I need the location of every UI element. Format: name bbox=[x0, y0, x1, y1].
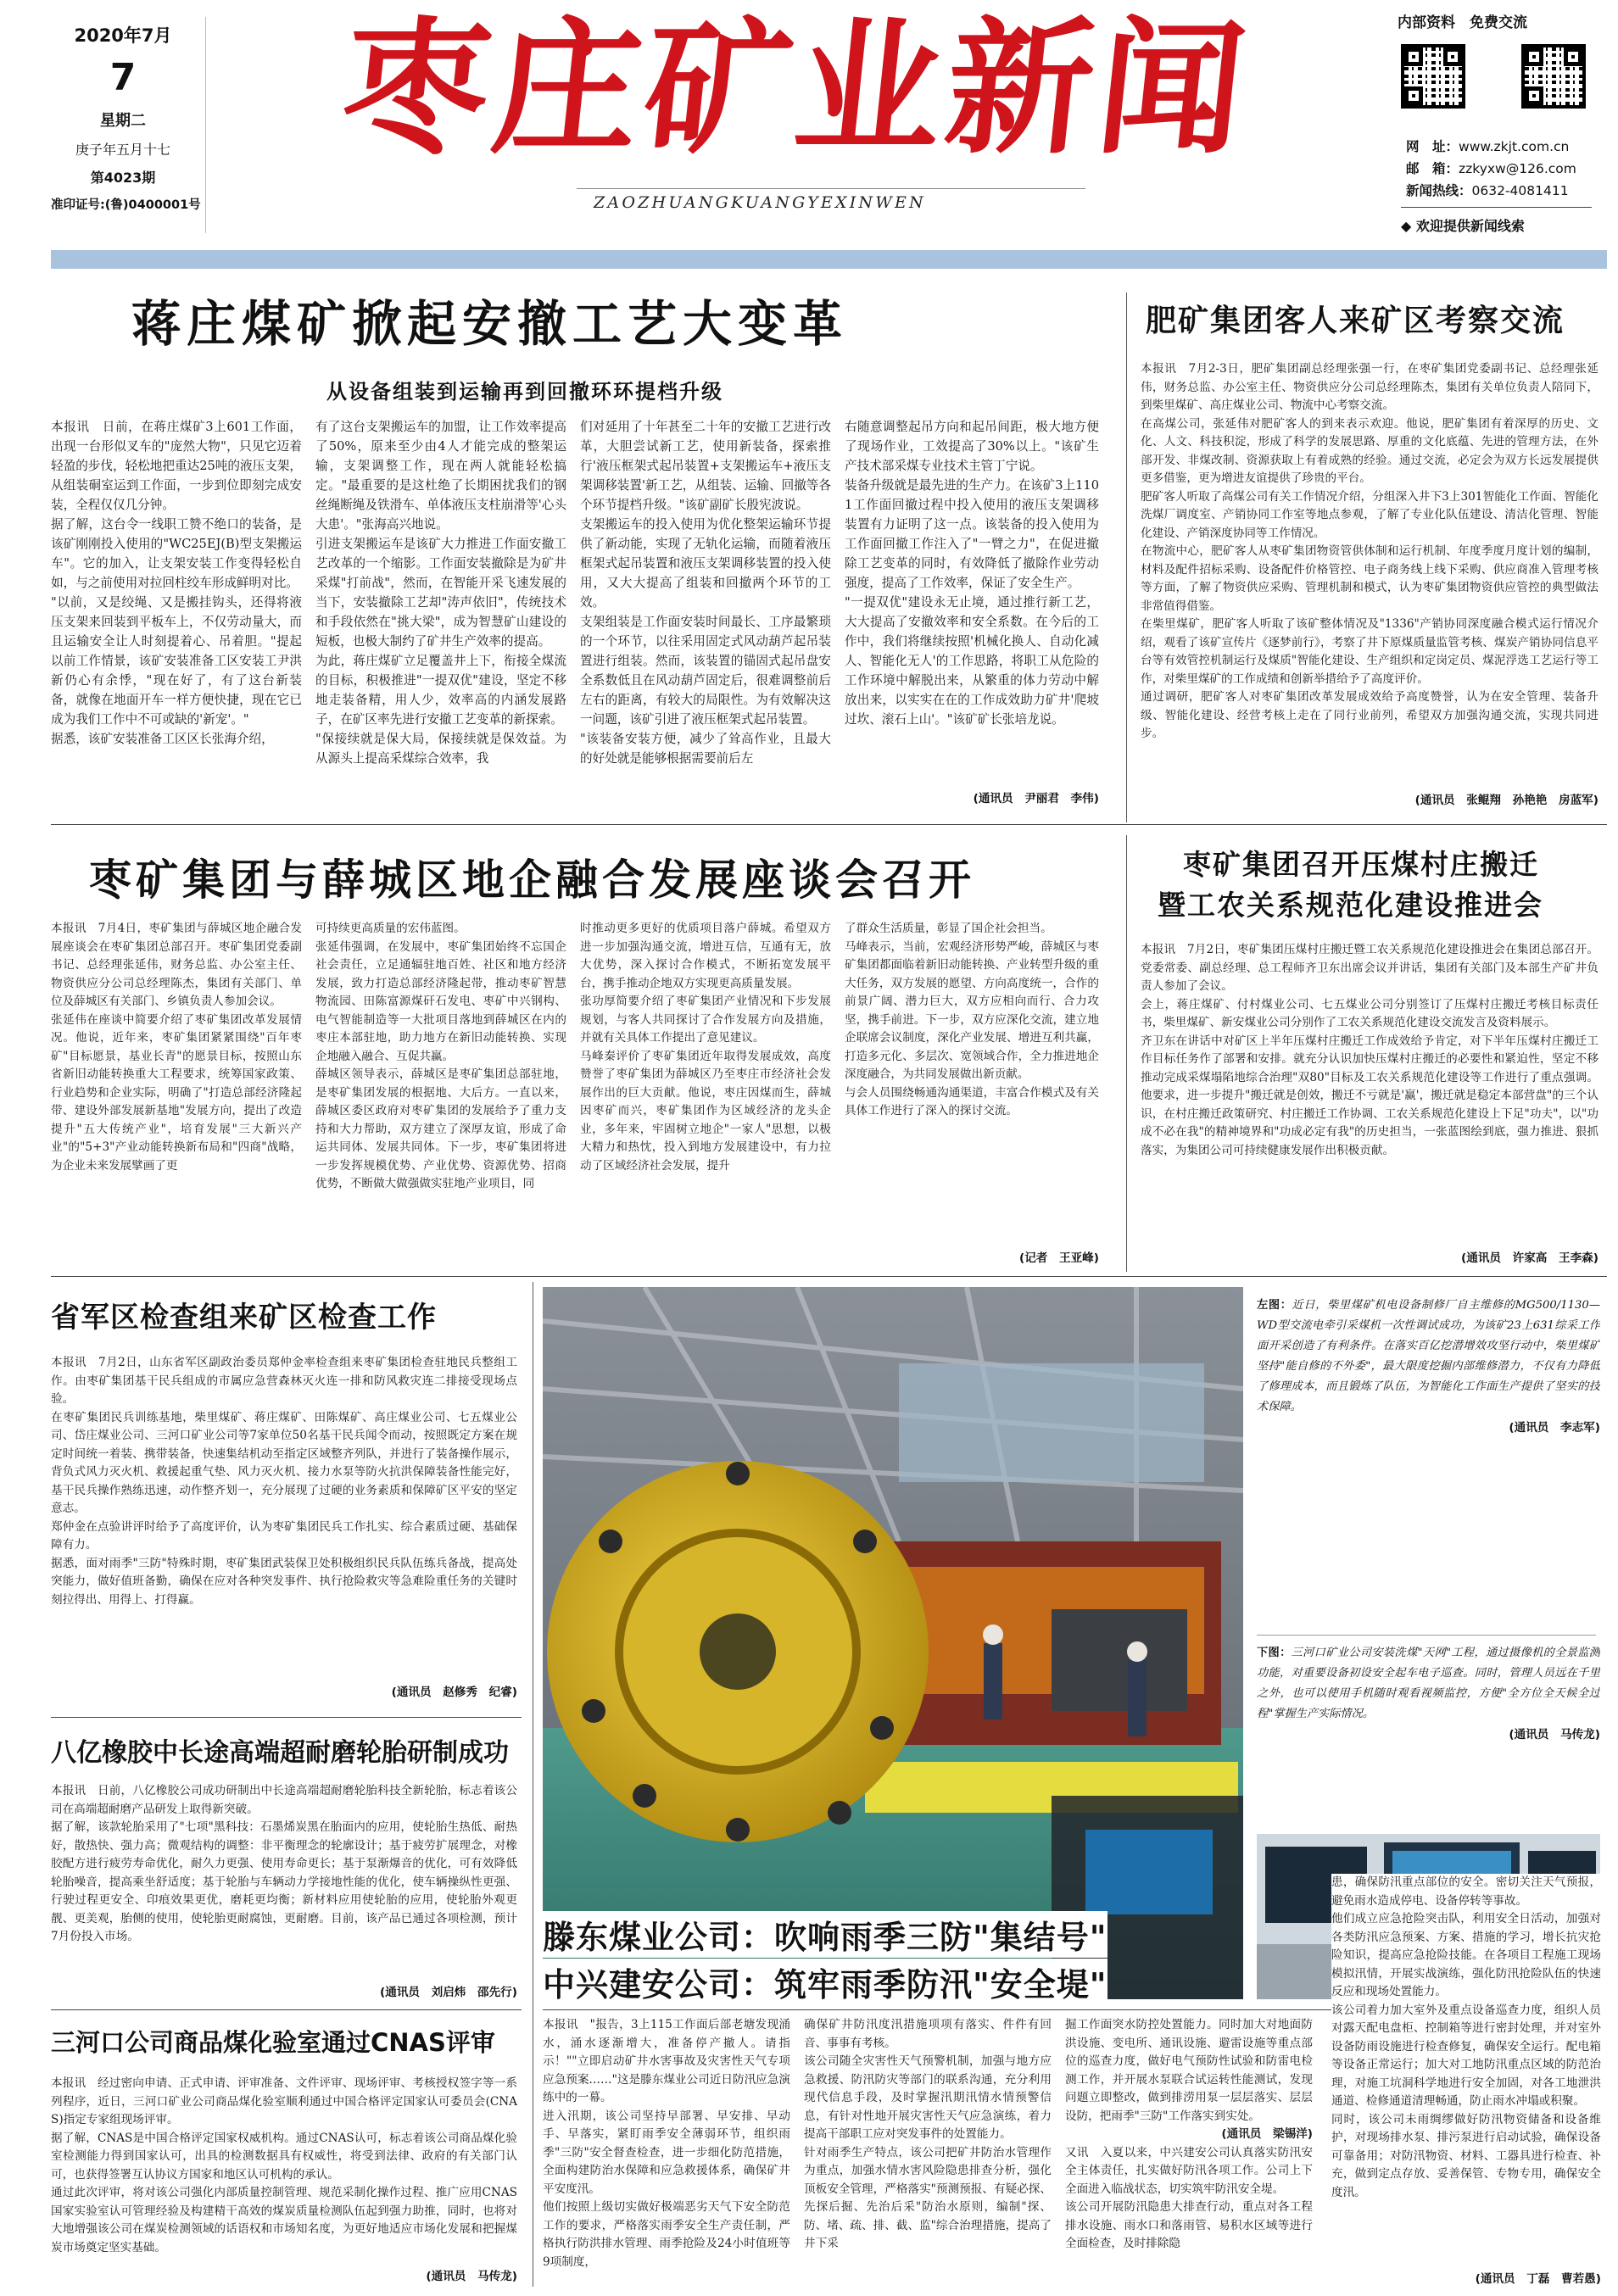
lunar-date: 庚子年五月十七 bbox=[75, 142, 170, 158]
flood-col-4-wrap bbox=[1331, 1874, 1603, 2289]
masthead bbox=[0, 0, 1618, 250]
byline-bayi: (通讯员 刘启炜 邵先行) bbox=[380, 1986, 517, 1999]
byline-xuecheng: (记者 王亚峰) bbox=[1019, 1251, 1099, 1265]
workshop-photo-illustration bbox=[543, 1287, 1243, 1999]
flood-col-1: 本报讯 "报告，3上115工作面后部老塘发现涌水，涌水逐渐增大，准备停产撤人。请指示！""立即启动矿井水害事故及灾害性天气专项应急预案……"这是滕东煤业公司近日防汛应急演练中的一幕。 进入汛期，该公司坚持早部署、早安排、早动手、早落实，紧盯雨季安全薄弱环节，组织雨季"三防"安全督查检查，进一步细化防范措施，全面构建防治水保障和应急救援体系，确保矿井平安度汛。 他们按照上级切实做好极端恶劣天气下安全防范工作的要求，严格落实雨季安全生产责任制，严格执行防洪排水管理、雨季抢险及24小时值班等9项制度， bbox=[543, 2018, 790, 2269]
article-jiangzhuang bbox=[51, 280, 1111, 814]
headline-bayi: 八亿橡胶中长途高端超耐磨轮胎研制成功 bbox=[51, 1738, 509, 1768]
article-sanhekou bbox=[51, 2014, 522, 2289]
article-yamei bbox=[1141, 831, 1603, 1272]
weekday: 星期二 bbox=[100, 112, 146, 130]
headline-sanhekou: 三河口公司商品煤化验室通过CNAS评审 bbox=[51, 2028, 495, 2057]
date-day: 7 bbox=[109, 56, 137, 99]
permit-number: 准印证号:(鲁)0400001号 bbox=[51, 198, 201, 212]
byline-zhongxing: (通讯员 丁磊 曹若愚) bbox=[1475, 2272, 1601, 2286]
headline-yamei-line-1: 枣矿集团召开压煤村庄搬迁 bbox=[1183, 848, 1539, 881]
hotline-number: 0632-4081411 bbox=[1471, 183, 1569, 198]
welcome-tips: ◆ 欢迎提供新闻线索 bbox=[1401, 218, 1525, 234]
flood-col-3b-text: 又讯 入夏以来，中兴建安公司认真落实防汛安全主体责任，扎实做好防汛各项工作。公司上下全面进入临战状态，切实筑牢防汛安全堤。 该公司开展防汛隐患大排查行动，重点对各工程排水设施、雨水口和落雨管、易积水区域等进行全面检查，及时排除隐 bbox=[1065, 2145, 1313, 2250]
byline-yamei: (通讯员 许家高 王李森) bbox=[1461, 1251, 1598, 1265]
flood-col-4: 患，确保防汛重点部位的安全。密切关注天气预报，避免雨水造成停电、设备停转等事故。 他们成立应急抢险突击队，利用安全日活动，加强对各类防汛应急预案、方案、措施的学习，增长抗灾抢险知识，提高应急抢险技能。在各项目工程施工现场模拟汛情，开展实战演练，强化防汛抢险队伍的快速反应和现场处置能力。 该公司着力加大室外及重点设备巡查力度，组织人员对露天配电盘柜、控制箱等进行密封处理，并对室外设备防雨设施进行检查修复，确保安全运行。配电箱等设备正常运行；加大对工地防汛重点区域的防范治理，对施工坑洞科学地进行安全加固，对各工地泄洪通道、检修通道清理畅通，防止雨水冲塌或积聚。 同时，该公司未雨绸缪做好防汛物资储备和设备维护，对现场排水泵、排污泵进行启动试验，确保设备可靠备用；对防汛物资、材料、工器具进行检查、补充，做到定点存放、妥善保管、专物专用，确保安全度汛。 bbox=[1331, 1875, 1601, 2199]
byline-feikuang: (通讯员 张鲲翔 孙艳艳 房蓝军) bbox=[1414, 794, 1598, 807]
photo-coal-shearer bbox=[543, 1287, 1243, 1999]
sanhekou-body: 本报讯 经过密向申请、正式申请、评审准备、文件评审、现场评审、考核授权签字等一系列程序，近日，三河口矿业公司商品煤化验室顺利通过中国合格评定国家认可委员会(CNAS)指定专家组现场评审。 据了解，CNAS是中国合格评定国家权威机构。通过CNAS认可，标志着该公司商品煤化验室检测能力得到国家认可，出具的检测数据具有权威性，将受到法律、政府的有关部门认可，也获得签署互认协议方国家和地区认可机构的承认。 通过此次评审，将对该公司强化内部质量控制管理、规范采制化操作过程、推广应用CNAS国家实验室认可管理经验及构建精干高效的煤炭质量检测队伍起到强力助推，同时，也将对大地增强该公司在煤炭检测领域的话语权和市场知名度，为更好地适应市场化发展和把握煤炭市场奠定坚实基础。 bbox=[51, 2076, 517, 2254]
headline-zhongxing: 中兴建安公司：筑牢雨季防汛"安全堤" bbox=[543, 1959, 1107, 2005]
masthead-band bbox=[51, 250, 1607, 269]
jiangzhuang-col-3: 们对延用了十年甚至二十年的安撤工艺进行改革，大胆尝试新工艺，使用新装备，探索推行'液压框架式起吊装置+支架搬运车+液压支架调移装置'新工艺，从组装、运输、回撤等各个环节提档升级。"该矿副矿长殷宪波说。 支架搬运车的投入使用为优化整架运输环节提供了新动能，实现了无轨化运输，而随着液压框架式起吊装置和液压支架调移装置的投入使用，又大大提高了组装和回撤两个环节的工效。 支架组装是工作面安装时间最长、工序最繁琐的一个环节，以往采用固定式风动葫芦起吊装置进行组装。然而，该装置的锚固式起吊盘安全系数低且在风动葫芦固定后，很难调整前后左右的距离，有较大的局限性。为有效解决这一问题，该矿引进了液压框架式起吊装置。 "该装备安装方便，减少了耸高作业，且最大的好处就是能够根据需要前后左 bbox=[580, 420, 831, 766]
qr-code-right bbox=[1521, 44, 1586, 109]
xuecheng-col-2: 可持续更高质量的宏伟蓝图。 张延伟强调，在发展中，枣矿集团始终不忘国企社会责任，立足通辐驻地百姓、社区和地方经济发展，致力打造总部经济隆起带，推动枣矿智慧物流园、田陈富源煤矸石发电、枣矿中兴钢构、电气智能制造等一大批项目落地到薛城区在内的枣庄本部驻地，助力地方在新旧动能转换、实现企地融入融合、互促共赢。 薛城区领导表示，薛城区是枣矿集团总部驻地，是枣矿集团发展的根据地、大后方。一直以来，薛城区委区政府对枣矿集团的发展给予了重力支持和大力帮助，双方建立了深厚友谊，形成了命运共同体、发展共同体。下一步，枣矿集团将进一步发挥规模优势、产业优势、资源优势、招商优势，不断做大做强做实驻地产业项目，同 bbox=[315, 922, 566, 1190]
byline-junqu: (通讯员 赵修秀 纪睿) bbox=[391, 1686, 517, 1699]
website-row: 网 址：www.zkjt.com.cn bbox=[1406, 139, 1570, 154]
caption-left-text: 近日，柴里煤矿机电设备制修厂自主维修的MG500/1130—WD型交流电牵引采煤机一次性调试成功，为该矿23上631综采工作面开采创造了有利条件。在落实百亿挖潜增效攻坚行动中，柴里煤矿坚持"能自修的不外委"，最大限度挖掘内部维修潜力，不仅有力降低了修理成本，而且锻炼了队伍，为智能化工作面生产提供了坚实的技术保障。 bbox=[1257, 1299, 1600, 1413]
photo-caption-right bbox=[1257, 1643, 1600, 1830]
hotline-row: 新闻热线：0632-4081411 bbox=[1406, 183, 1569, 198]
xuecheng-col-1: 本报讯 7月4日，枣矿集团与薛城区地企融合发展座谈会在枣矿集团总部召开。枣矿集团党委副书记、总经理张延伟，财务总监、办公室主任、物资供应分公司总经理陈杰，集团有关部门、单位及薛城区有关部门、乡镇负责人参加会议。 张延伟在座谈中简要介绍了枣矿集团改革发展情况。他说，近年来，枣矿集团紧紧围绕"百年枣矿"目标愿景，基业长青"的愿景目标，按照山东省新旧动能转换重大工程要求，统筹国家政策、行业趋势和企业实际，明确了"打造总部经济隆起带、建设外部发展新基地"发展方向，提出了改造提升"五大传统产业"，培育发展"三大新兴产业"的"5+3"产业动能转换新布局和"四商"战略，为企业未来发展擘画了更 bbox=[51, 922, 302, 1173]
contact-panel bbox=[1347, 8, 1601, 246]
date-year-month: 2020年7月 bbox=[74, 25, 172, 46]
headline-tengdong: 滕东煤业公司：吹响雨季三防"集结号" bbox=[543, 1911, 1107, 1958]
qr-code-left bbox=[1401, 44, 1465, 109]
flood-col-3 bbox=[1065, 2016, 1313, 2286]
newspaper-title: 枣庄矿业新闻 bbox=[334, 2, 1258, 174]
byline-jiangzhuang: (通讯员 尹丽君 李伟) bbox=[973, 792, 1099, 805]
headline-xuecheng: 枣矿集团与薛城区地企融合发展座谈会召开 bbox=[89, 855, 975, 905]
newspaper-pinyin: ZAOZHUANGKUANGYEXINWEN bbox=[594, 193, 926, 212]
headline-junqu: 省军区检查组来矿区检查工作 bbox=[51, 1301, 437, 1335]
website-url[interactable]: www.zkjt.com.cn bbox=[1459, 139, 1570, 154]
date-panel bbox=[51, 8, 201, 237]
caption-left-label: 左图： bbox=[1257, 1299, 1292, 1312]
article-bayi bbox=[51, 1721, 522, 2005]
xuecheng-col-4: 了群众生活质量，彰显了国企社会担当。 马峰表示，当前，宏观经济形势严峻，薛城区与枣矿集团都面临着新旧动能转换、产业转型升级的重大任务，双方发展的愿望、方向高度统一，合作的前景广阔、潜力巨大，双方应相向而行、合力攻坚，携手前进。下一步，双方应深化交流，建立地企联席会议制度，深化产业发展、增进互利共赢，打造多元化、多层次、宽领域合作，全力推进地企深度融合，为共同发展做出新贡献。 与会人员围绕畅通沟通渠道，丰富合作模式及有关具体工作进行了深入的探讨交流。 bbox=[845, 922, 1099, 1117]
jiangzhuang-col-4: 右随意调整起吊方向和起吊间距，极大地方便了现场作业，工效提高了30%以上。"该矿生产技术部采煤专业技术主管丁宁说。 装备升级就是最先进的生产力。在该矿3上1101工作面回撤过程中投入使用的液压支架调移装置有力证明了这一点。该装备的投入使用为工作面回撤工作注入了"一臂之力"，在促进撤除工艺变革的同时，有效降低了撤除作业劳动强度，提高了工作效率，保证了安全生产。 "一提双优"建设永无止境，通过推行新工艺，大大提高了安撤效率和安全系数。在今后的工作中，我们将继续按照'机械化换人、自动化减人、智能化无人'的工作思路，将职工从危险的工作环境中解脱出来，从繁重的体力劳动中解放出来，以实实在在的工作成效助力矿井'爬坡过坎、滚石上山'。"该矿矿长张培龙说。 bbox=[845, 420, 1099, 727]
bayi-body: 本报讯 日前，八亿橡胶公司成功研制出中长途高端超耐磨轮胎科技全新轮胎，标志着该公司在高端超耐磨产品研发上取得新突破。 据了解，该款轮胎采用了"七项"黑科技：石墨烯炭黑在胎面内的应用，使轮胎生热低、耐热好，散热快、强力高；微观结构的调整：非平衡理念的轮廓设计；基于疲劳扩展理念，对橡胶配方进行疲劳寿命优化，耐久力更强、使用寿命更长；基于泵渐爆音的优化，可有效降低轮胎噪音，提高乘坐舒适度；基于轮胎与车辆动力学接地性能的优化，使车辆操纵性更强、行驶过程更安全、印痕效果更优，磨耗更均衡；新材料应用使轮胎的应用，使轮胎外观更靓、更美观，胎侧的使用，使轮胎更耐腐蚀，更耐磨。目前，该产品已通过各项检测，预计7月份投入市场。 bbox=[51, 1784, 517, 1943]
internal-note: 内部资料 免费交流 bbox=[1398, 14, 1527, 31]
flood-col-2: 确保矿井防汛度汛措施项项有落实、件件有回音、事事有考核。 该公司随全灾害性天气预警机制，加强与地方应急救援、防汛防灾等部门的联系沟通，充分利用现代信息手段，及时掌握汛期汛情水情预警信息，有针对性地开展灾害性天气应急演练，着力提高干部职工应对突发事件的处置能力。 针对雨季生产特点，该公司把矿井防治水管理作为重点，加强水情水害风险隐患排查分析，强化顶板安全管理，严格落实"预测预报、有疑必探、先探后掘、先治后采"防治水原则，编制"探、防、堵、疏、排、截、监"综合治理措施，提高了井下采 bbox=[804, 2018, 1052, 2250]
article-junqu bbox=[51, 1282, 522, 1714]
issue-number: 第4023期 bbox=[90, 170, 156, 186]
headline-jiangzhuang: 蒋庄煤矿掀起安撤工艺大变革 bbox=[131, 295, 849, 353]
headline-yamei-line-2: 暨工农关系规范化建设推进会 bbox=[1158, 889, 1543, 922]
feikuang-body: 本报讯 7月2-3日，肥矿集团副总经理张强一行，在枣矿集团党委副书记、总经理张延伟，财务总监、办公室主任、物资供应分公司总经理陈杰，集团有关单位负责人陪同下，到柴里煤矿、高庄煤业公司、物流中心考察交流。 在高煤公司，张延伟对肥矿客人的到来表示欢迎。他说，肥矿集团有着深厚的历史、文化、人文、科技积淀，形成了科学的发展思路、厚重的文化底蕴、先进的管理方法，在外部开发、非煤改制、资源获取上有着成熟的经验。通过交流，必定会为双方长远发展提供更多借鉴，更为增进友谊提供了珍贵的平台。 肥矿客人听取了高煤公司有关工作情况介绍，分组深入井下3上301智能化工作面、智能化洗煤厂调度室、产销协同工作室等地点参观，了解了专业化队伍建设、清洁化管理、智能化建设、产销深度协同等工作情况。 在物流中心，肥矿客人从枣矿集团物资管供体制和运行机制、年度季度月度计划的编制，材料及配件招标采购、设备配件价格管控、电子商务线上线下采购、供应商准入管理考核等方面，了解了物资供应采购、管理机制和模式，认为枣矿集团物资供应管控的典型做法非常值得借鉴。 在柴里煤矿，肥矿客人听取了该矿整体情况及"1336"产销协同深度融合模式运行情况介绍，观看了该矿宣传片《逐梦前行》，考察了井下原煤质量监管考核、煤炭产销协同信息平台等有效管控机制运行及煤质"智能化建设、生产组织和定岗定员、煤泥浮选工艺运行等工作，对柴里煤矿的工作成绩和创新举措给予了高度评价。 通过调研，肥矿客人对枣矿集团改革发展成效给予高度赞誉，认为在安全管理、装备升级、智能化建设、经营考核上走在了同行业前列，希望双方加强沟通交流，实现共同进步。 bbox=[1141, 362, 1598, 740]
jiangzhuang-col-2: 有了这台支架搬运车的加盟，让工作效率提高了50%，原来至少由4人才能完成的整架运输，支架调整工作，现在两人就能轻松搞定。"最重要的是这杜绝了长期困扰我们的钢丝绳断绳及铁滑车、单体液压支柱崩滑等'心头大患'。"张海高兴地说。 引进支架搬运车是该矿大力推进工作面安撤工艺改革的一个缩影。工作面安装撤除是为矿井采煤"打前战"，然而，在智能开采飞速发展的当下，安装撤除工艺却"涛声依旧"，传统技术和手段依然在"挑大梁"，成为智慧矿山建设的短板，也极大制约了矿井生产效率的提高。 为此，蒋庄煤矿立足覆盖井上下，衔接全煤流的目标，积极推进"一提双优"建设，坚定不移地走装备精，用人少，效率高的内涵发展路子，在矿区率先进行安撤工艺变革的新探索。 "保接续就是保大局，保接续就是保效益。为从源头上提高采煤综合效率，我 bbox=[315, 420, 566, 766]
flood-col-3-text: 掘工作面突水防控处置能力。同时加大对地面防洪设施、变电所、通讯设施、避雷设施等重点部位的巡查力度，做好电气预防性试验和防雷电检测工作，并开展水泵联合试运转性能测试，发现问题立即整改，做到排涝用泵一层层落实、层层设防，把雨季"三防"工作落实到实处。 bbox=[1065, 2018, 1313, 2123]
email-address[interactable]: zzkyxw@126.com bbox=[1459, 161, 1576, 176]
byline-sanhekou: (通讯员 马传龙) bbox=[426, 2270, 517, 2283]
email-row: 邮 箱：zzkyxw@126.com bbox=[1406, 161, 1576, 176]
headline-feikuang: 肥矿集团客人来矿区考察交流 bbox=[1146, 304, 1565, 338]
caption-right-label: 下图： bbox=[1257, 1647, 1292, 1659]
caption-left-byline: (通讯员 李志军) bbox=[1509, 1421, 1600, 1435]
photo-caption-left bbox=[1257, 1296, 1600, 1630]
jiangzhuang-col-1: 本报讯 日前，在蒋庄煤矿3上601工作面，出现一台形似叉车的"庞然大物"，只见它迈着轻盈的步伐，轻松地把重达25吨的液压支架，从组装硐室运到工作面，一步到位即刻完成安装，全程仅仅几分钟。 据了解，这台令一线职工赞不绝口的装备，是该矿刚刚投入使用的"WC25EJ(B)型支架搬运车"。它的加入，让支架安装工作变得轻松自如，与之前使用对拉回柱绞车形成鲜明对比。 "以前，又是绞绳、又是搬挂钩头，还得将液压支架来回装到平板车上，不仅劳动量大，而且运输安全让人时刻提着心、吊着胆。"提起以前工作情景，该矿安装准备工区安装工尹洪新仍心有余悸，"现在好了，有了这台新装备，就像在地面开车一样方便快捷，现在它已成为我们工作中不可或缺的'新宠'。" 据悉，该矿安装准备工区区长张海介绍， bbox=[51, 420, 302, 746]
article-xuecheng bbox=[51, 831, 1111, 1272]
caption-right-byline: (通讯员 马传龙) bbox=[1509, 1728, 1600, 1742]
article-feikuang bbox=[1141, 280, 1603, 814]
xuecheng-col-3: 时推动更多更好的优质项目落户薛城。希望双方进一步加强沟通交流，增进互信，互通有无，放大优势，深入探讨合作模式，不断拓宽发展平台，携手推动企地双方实现更高质量发展。 张功厚简要介绍了枣矿集团产业情况和下步发展规划，与客人共同探讨了合作发展方向及措施，并就有关具体工作提出了意见建议。 马峰秦评价了枣矿集团近年取得发展成效，高度赞誉了枣矿集团为薛城区乃至枣庄市经济社会发展作出的巨大贡献。他说，枣庄因煤而生，薛城因枣矿而兴，枣矿集团作为区域经济的龙头企业，多年来，牢固树立地企"一家人"思想，以极大精力和热忱，投入到地方发展建设中，有力拉动了区域经济社会发展，提升 bbox=[580, 922, 831, 1173]
byline-tengdong: (通讯员 梁锡洋) bbox=[1221, 2127, 1313, 2141]
yamei-body: 本报讯 7月2日，枣矿集团压煤村庄搬迁暨工农关系规范化建设推进会在集团总部召开。党委常委、副总经理、总工程师齐卫东出席会议并讲话，集团有关部门及本部生产矿井负责人参加了会议。 会上，蒋庄煤矿、付村煤业公司、七五煤业公司分别签订了压煤村庄搬迁考核目标责任书，柴里煤矿、新安煤业公司分别作了工农关系规范化建设交流发言及资料展示。 齐卫东在讲话中对矿区上半年压煤村庄搬迁工作成效给予肯定，对下半年压煤村庄搬迁工作目标任务作了部署和安排。就充分认识加快压煤村庄搬迁的必要性和紧迫性，坚定不移推动完成采煤塌陷地综合治理"双80"目标及工农关系规范化建设等工作进行了重点强调。他要求，进一步提升"搬迁就是创效，搬迁不亏就是'赢'，搬迁就是稳定本部营盘"的三个认识，在村庄搬迁政策研究、村庄搬迁工作协调、工农关系规范化建设上下足"功夫"，以"功成不必在我"的精神境界和"功成必定有我"的历史担当，一张蓝图绘到底，强力推进、狠抓落实，为集团公司可持续健康发展作出积极贡献。 bbox=[1141, 943, 1598, 1157]
subhead-jiangzhuang: 从设备组装到运输再到回撤环环提档升级 bbox=[326, 380, 723, 404]
caption-right-text: 三河口矿业公司安装洗煤"天网"工程，通过摄像机的全景监测功能，对重要设备初设安全起车电子巡查。同时，管理人员远在千里之外，也可以使用手机随时观看视频监控，方便"全方位全天候全过程"掌握生产实际情况。 bbox=[1257, 1647, 1600, 1720]
junqu-body: 本报讯 7月2日，山东省军区副政治委员郑仲金率检查组来枣矿集团检查驻地民兵整组工作。由枣矿集团基干民兵组成的市属应急营森林灭火连一排和防风救灾连二排接受现场点验。 在枣矿集团民兵训练基地，柴里煤矿、蒋庄煤矿、田陈煤矿、高庄煤业公司、七五煤业公司、岱庄煤业公司、三河口矿业公司等7家单位50名基干民兵闻令而动，按照既定方案在规定时间统一着装、携带装备，快速集结机动至指定区域整齐列队，并进行了装备操作展示，背负式风力灭火机、救援起重气垫、风力灭火机、接力水泵等防火抗洪保障装备性能完好，基干民兵操作熟练迅速，动作整齐划一，充分展现了过硬的业务素质和保障矿区平安的坚定意志。 郑仲金在点验讲评时给予了高度评价，认为枣矿集团民兵工作扎实、综合素质过硬、基础保障有力。 据悉，面对雨季"三防"特殊时期，枣矿集团武装保卫处积极组织民兵队伍练兵备战，提高处突能力，做好值班备勤，确保在应对各种突发事件、执行抢险救灾等急难险重任务的关键时刻拉得出、用得上、打得赢。 bbox=[51, 1356, 517, 1607]
